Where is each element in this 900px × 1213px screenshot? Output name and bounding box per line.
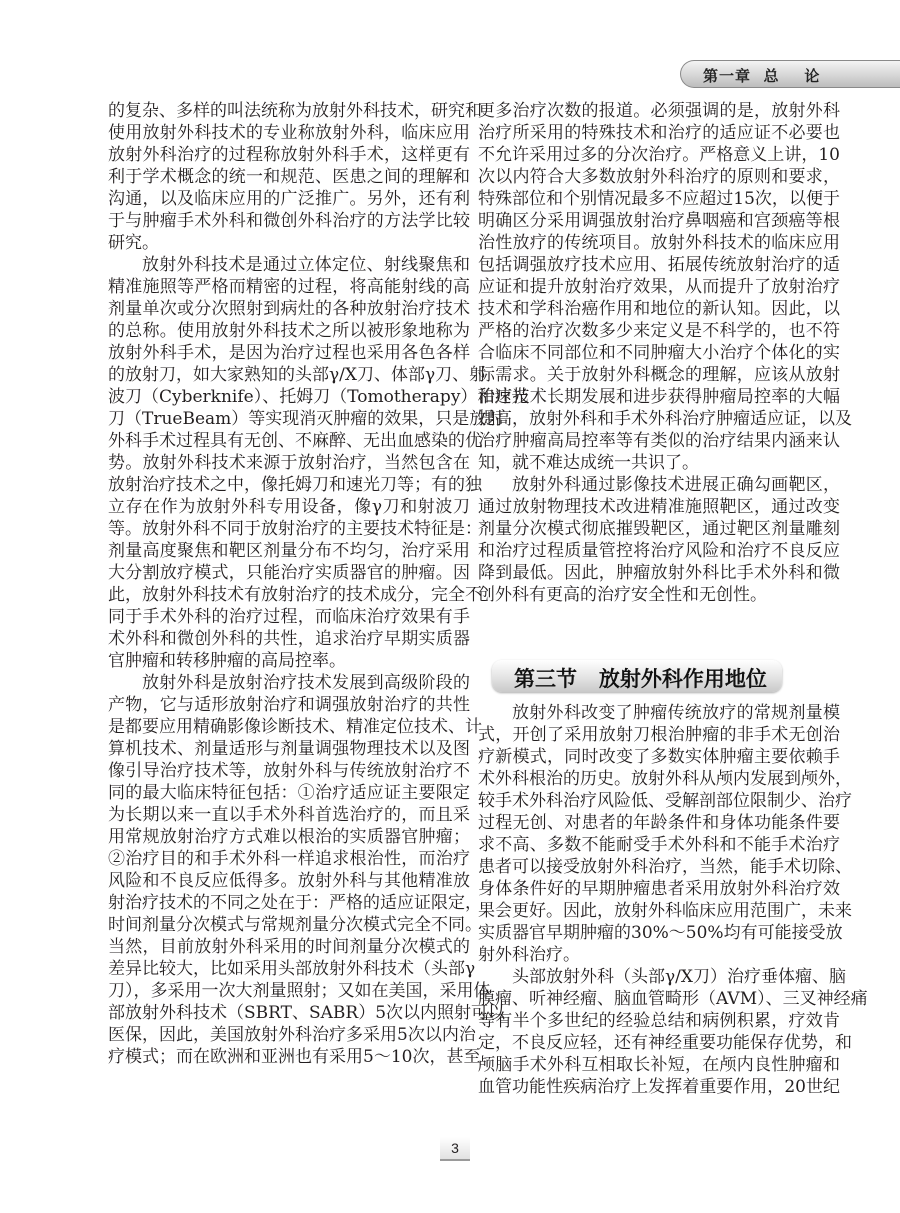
text-line: 此，放射外科技术有放射治疗的技术成分，完全不 (108, 585, 482, 605)
text-line: 精准施照等严格而精密的过程，将高能射线的高 (108, 277, 470, 297)
left-column (108, 100, 529, 1068)
text-line: 时间剂量分次模式与常规剂量分次模式完全不同。 (108, 915, 482, 935)
text-line: 知，就不难达成统一共识了。 (478, 453, 699, 473)
text-line: 放射外科治疗的过程称放射外科手术，这样更有 (108, 145, 470, 165)
paragraph (478, 100, 852, 474)
text-line: 放射治疗技术之中，像托姆刀和速光刀等；有的独 (108, 475, 482, 495)
section-body (478, 702, 868, 1098)
chapter-title: 第一章 总 论 (703, 67, 821, 85)
text-line: 的放射刀，如大家熟知的头部γ/X刀、体部γ刀、射 (108, 365, 487, 385)
text-line: 部放射外科技术（SBRT、SABR）5次以内照射可以 (108, 1003, 506, 1023)
text-line: 医保，因此，美国放射外科治疗多采用5次以内治 (108, 1025, 476, 1045)
paragraph (108, 672, 506, 1068)
text-line: 式，开创了采用放射刀根治肿瘤的非手术无创治 (478, 725, 840, 745)
text-line: 应证和提升放射治疗效果，从而提升了放射治疗 (478, 277, 840, 297)
text-line: 过程无创、对患者的年龄条件和身体功能条件要 (478, 813, 840, 833)
text-line: 等有半个多世纪的经验总结和病例积累，疗效肯 (478, 1011, 840, 1031)
text-line: 等。放射外科不同于放射治疗的主要技术特征是： (108, 519, 482, 539)
text-line: 放射外科是放射治疗技术发展到高级阶段的 (142, 673, 470, 693)
text-line: 更多治疗次数的报道。必须强调的是，放射外科 (478, 101, 840, 121)
text-line: 为长期以来一直以手术外科首选治疗的，而且采 (108, 805, 470, 825)
text-line: 刀），多采用一次大剂量照射；又如在美国，采用体 (108, 981, 491, 1001)
text-line: 治疗技术长期发展和进步获得肿瘤局控率的大幅 (478, 387, 840, 407)
text-line: 放射外科通过影像技术进展正确勾画靶区， (512, 475, 840, 495)
text-line: 官肿瘤和转移肿瘤的高局控率。 (108, 651, 346, 671)
text-line: 剂量单次或分次照射到病灶的各种放射治疗技术 (108, 299, 470, 319)
text-line: 术外科和微创外科的共性，追求治疗早期实质器 (108, 629, 470, 649)
text-line: 技术和学科治癌作用和地位的新认知。因此，以 (478, 299, 840, 319)
text-line: 提高，放射外科和手术外科治疗肿瘤适应证，以及 (478, 409, 852, 429)
text-line: 不允许采用过多的分次治疗。严格意义上讲，10 (478, 145, 840, 165)
text-line: 的复杂、多样的叫法统称为放射外科技术，研究和 (108, 101, 482, 121)
text-line: 血管功能性疾病治疗上发挥着重要作用，20世纪 (478, 1077, 840, 1097)
text-line: 剂量分次模式彻底摧毁靶区，通过靶区剂量雕刻 (478, 519, 840, 539)
text-line: 合临床不同部位和不同肿瘤大小治疗个体化的实 (478, 343, 840, 363)
text-line: 外科手术过程具有无创、不麻醉、无出血感染的优 (108, 431, 482, 451)
text-line: 次以内符合大多数放射外科治疗的原则和要求， (478, 167, 840, 187)
text-line: 的总称。使用放射外科技术之所以被形象地称为 (108, 321, 470, 341)
text-line: 果会更好。因此，放射外科临床应用范围广，未来 (478, 901, 852, 921)
section-title: 第三节 放射外科作用地位 (514, 667, 767, 691)
chapter-header-tab (680, 60, 900, 88)
text-line: 定，不良反应轻，还有神经重要功能保存优势，和 (478, 1033, 852, 1053)
paragraph (478, 474, 840, 606)
text-line: 放射外科手术，是因为治疗过程也采用各色各样 (108, 343, 470, 363)
text-line: 包括调强放疗技术应用、拓展传统放射治疗的适 (478, 255, 840, 275)
text-line: 通过放射物理技术改进精准施照靶区，通过改变 (478, 497, 840, 517)
paragraph (108, 254, 529, 672)
text-line: 同于手术外科的治疗过程，而临床治疗效果有手 (108, 607, 470, 627)
text-line: 疗新模式，同时改变了多数实体肿瘤主要依赖手 (478, 747, 840, 767)
text-line: 颅脑手术外科互相取长补短，在颅内良性肿瘤和 (478, 1055, 840, 1075)
text-line: 头部放射外科（头部γ/X刀）治疗垂体瘤、脑 (512, 967, 846, 987)
text-line: 使用放射外科技术的专业称放射外科，临床应用 (108, 123, 470, 143)
text-line: 明确区分采用调强放射治疗鼻咽癌和宫颈癌等根 (478, 211, 840, 231)
text-line: 势。放射外科技术来源于放射治疗，当然包含在 (108, 453, 470, 473)
text-line: 降到最低。因此，肿瘤放射外科比手术外科和微 (478, 563, 840, 583)
text-line: 产物，它与适形放射治疗和调强放射治疗的共性 (108, 695, 470, 715)
text-line: 用常规放射治疗方式难以根治的实质器官肿瘤； (108, 827, 470, 847)
text-line: 风险和不良反应低得多。放射外科与其他精准放 (108, 871, 470, 891)
text-line: 术外科根治的历史。放射外科从颅内发展到颅外， (478, 769, 852, 789)
text-line: 实质器官早期肿瘤的30%～50%均有可能接受放 (478, 923, 843, 943)
text-line: 剂量高度聚焦和靶区剂量分布不均匀，治疗采用 (108, 541, 470, 561)
text-line: 射治疗技术的不同之处在于：严格的适应证限定， (108, 893, 482, 913)
text-line: 治疗所采用的特殊技术和治疗的适应证不必要也 (478, 123, 840, 143)
text-line: 立存在作为放射外科专用设备，像γ刀和射波刀 (108, 497, 470, 517)
text-line: 疗模式；而在欧洲和亚洲也有采用5～10次，甚至 (108, 1047, 481, 1067)
text-line: 治性放疗的传统项目。放射外科技术的临床应用 (478, 233, 840, 253)
text-line: 治疗肿瘤高局控率等有类似的治疗结果内涵来认 (478, 431, 840, 451)
text-line: 创外科有更高的治疗安全性和无创性。 (478, 585, 767, 605)
text-line: 患者可以接受放射外科治疗，当然，能手术切除、 (478, 857, 852, 877)
text-line: 刀（TrueBeam）等实现消灭肿瘤的效果，只是放射 (108, 409, 504, 429)
text-line: ②治疗目的和手术外科一样追求根治性，而治疗 (108, 849, 470, 869)
text-line: 是都要应用精确影像诊断技术、精准定位技术、计 (108, 717, 482, 737)
text-line: 求不高、多数不能耐受手术外科和不能手术治疗 (478, 835, 840, 855)
text-line: 差异比较大，比如采用头部放射外科技术（头部γ (108, 959, 476, 979)
text-line: 较手术外科治疗风险低、受解剖部位限制少、治疗 (478, 791, 852, 811)
text-line: 际需求。关于放射外科概念的理解，应该从放射 (478, 365, 840, 385)
text-line: 特殊部位和个别情况最多不应超过15次，以便于 (478, 189, 840, 209)
text-line: 放射外科改变了肿瘤传统放疗的常规剂量模 (512, 703, 840, 723)
text-line: 研究。 (108, 233, 159, 253)
text-line: 射外科治疗。 (478, 945, 580, 965)
text-line: 膜瘤、听神经瘤、脑血管畸形（AVM）、三叉神经痛 (478, 989, 868, 1009)
text-line: 严格的治疗次数多少来定义是不科学的，也不符 (478, 321, 840, 341)
text-line: 同的最大临床特征包括：①治疗适应证主要限定 (108, 783, 470, 803)
right-column (478, 100, 852, 606)
text-line: 放射外科技术是通过立体定位、射线聚焦和 (142, 255, 470, 275)
text-line: 沟通，以及临床应用的广泛推广。另外，还有利 (108, 189, 470, 209)
text-line: 像引导治疗技术等，放射外科与传统放射治疗不 (108, 761, 470, 781)
paragraph (108, 100, 482, 254)
paragraph (478, 966, 868, 1098)
text-line: 于与肿瘤手术外科和微创外科治疗的方法学比较 (108, 211, 470, 231)
text-line: 波刀（Cyberknife）、托姆刀（Tomotherapy）和速光 (108, 387, 529, 407)
paragraph (478, 702, 852, 966)
text-line: 利于学术概念的统一和规范、医患之间的理解和 (108, 167, 470, 187)
text-line: 和治疗过程质量管控将治疗风险和治疗不良反应 (478, 541, 840, 561)
text-line: 身体条件好的早期肿瘤患者采用放射外科治疗效 (478, 879, 840, 899)
text-line: 当然，目前放射外科采用的时间剂量分次模式的 (108, 937, 470, 957)
page-number: 3 (440, 1137, 470, 1161)
section-heading (492, 660, 782, 692)
text-line: 大分割放疗模式，只能治疗实质器官的肿瘤。因 (108, 563, 470, 583)
text-line: 算机技术、剂量适形与剂量调强物理技术以及图 (108, 739, 470, 759)
